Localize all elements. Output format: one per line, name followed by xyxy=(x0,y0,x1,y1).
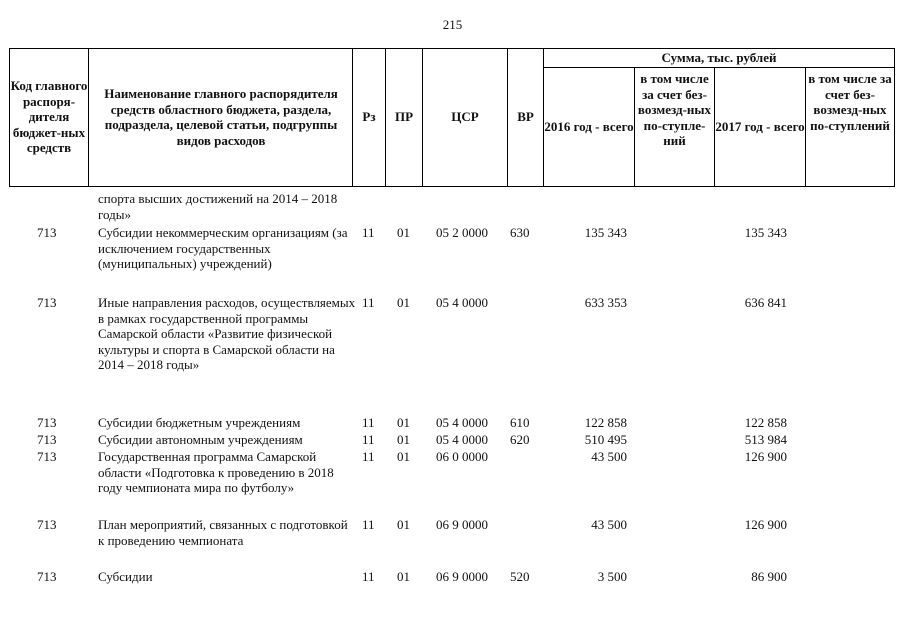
row-rz: 11 xyxy=(362,449,375,464)
row-name: План мероприятий, связанных с подготовкой к проведению чемпионата xyxy=(98,517,348,548)
row-name: Иные направления расходов, осуществляемых в рамках государственной программы Самарской области «Развитие физической культуры и спорта в Самарской области на 2014 – 2018 годы» xyxy=(98,295,356,372)
row-name: Субсидии автономным учреждениям xyxy=(98,432,303,447)
row-name: Субсидии бюджетным учреждениям xyxy=(98,415,301,430)
row-2016-total: 43 500 xyxy=(591,449,627,464)
row-csr: 05 4 0000 xyxy=(436,295,488,310)
header-pr: ПР xyxy=(394,109,414,125)
row-2016-total: 633 353 xyxy=(584,295,627,310)
row-rz: 11 xyxy=(362,415,375,430)
row-name: спорта высших достижений на 2014 – 2018 годы» xyxy=(98,191,338,222)
row-code: 713 xyxy=(37,225,57,240)
row-csr: 05 4 0000 xyxy=(436,415,488,430)
row-2017-total: 636 841 xyxy=(744,295,787,310)
header-code: Код главного распоря-дителя бюджет-ных средств xyxy=(10,78,88,156)
table-header xyxy=(9,48,895,186)
row-csr: 05 4 0000 xyxy=(436,432,488,447)
header-csr: ЦСР xyxy=(451,109,479,125)
row-2016-total: 510 495 xyxy=(584,432,627,447)
row-code: 713 xyxy=(37,415,57,430)
row-vr: 630 xyxy=(510,225,530,240)
row-name: Государственная программа Самарской области «Подготовка к проведению в 2018 году чемпионата мира по футболу» xyxy=(98,449,334,495)
header-name: Наименование главного распорядителя средств областного бюджета, раздела, подраздела, целевой статьи, подгруппы видов расходов xyxy=(104,86,338,148)
row-code: 713 xyxy=(37,517,57,532)
header-divider xyxy=(88,48,89,187)
row-2016-total: 3 500 xyxy=(597,569,627,584)
row-csr: 05 2 0000 xyxy=(436,225,488,240)
row-2016-total: 43 500 xyxy=(591,517,627,532)
row-pr: 01 xyxy=(397,517,410,532)
row-code: 713 xyxy=(37,569,57,584)
row-pr: 01 xyxy=(397,432,410,447)
row-rz: 11 xyxy=(362,569,375,584)
row-vr: 620 xyxy=(510,432,530,447)
row-pr: 01 xyxy=(397,415,410,430)
row-pr: 01 xyxy=(397,225,410,240)
header-sum: Сумма, тыс. рублей xyxy=(661,49,777,65)
row-2017-total: 135 343 xyxy=(744,225,787,240)
row-pr: 01 xyxy=(397,295,410,310)
row-vr: 520 xyxy=(510,569,530,584)
row-vr: 610 xyxy=(510,415,530,430)
row-2017-total: 122 858 xyxy=(744,415,787,430)
row-2017-total: 86 900 xyxy=(751,569,787,584)
header-rz: Рз xyxy=(362,109,376,125)
header-2016-total: 2016 год - всего xyxy=(544,118,634,134)
row-pr: 01 xyxy=(397,449,410,464)
row-csr: 06 0 0000 xyxy=(436,449,488,464)
row-name: Субсидии xyxy=(98,569,153,584)
header-vr: ВР xyxy=(517,109,534,125)
row-2017-total: 126 900 xyxy=(744,449,787,464)
row-rz: 11 xyxy=(362,432,375,447)
header-2017-free: в том числе за счет без-возмезд-ных по-ступлений xyxy=(808,71,892,133)
header-2016-free: в том числе за счет без-возмезд-ных по-ступле-ний xyxy=(637,71,712,148)
row-2016-total: 135 343 xyxy=(584,225,627,240)
row-rz: 11 xyxy=(362,225,375,240)
row-2017-total: 513 984 xyxy=(744,432,787,447)
page-number: 215 xyxy=(442,17,463,32)
row-csr: 06 9 0000 xyxy=(436,569,488,584)
header-divider xyxy=(894,48,895,187)
row-code: 713 xyxy=(37,449,57,464)
row-rz: 11 xyxy=(362,295,375,310)
row-name: Субсидии некоммерческим организациям (за исключением государственных (муниципальных) учреждений) xyxy=(98,225,348,271)
row-2016-total: 122 858 xyxy=(584,415,627,430)
row-code: 713 xyxy=(37,432,57,447)
row-rz: 11 xyxy=(362,517,375,532)
row-2017-total: 126 900 xyxy=(744,517,787,532)
header-bottom-rule xyxy=(9,186,895,187)
row-code: 713 xyxy=(37,295,57,310)
header-2017-total: 2017 год - всего xyxy=(715,118,805,134)
row-csr: 06 9 0000 xyxy=(436,517,488,532)
row-pr: 01 xyxy=(397,569,410,584)
